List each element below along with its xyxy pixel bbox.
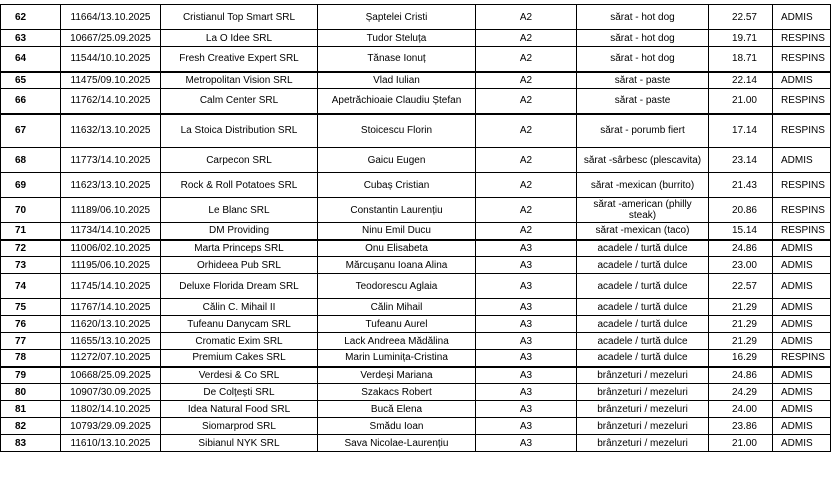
result-status: ADMIS bbox=[773, 148, 831, 173]
score: 19.71 bbox=[709, 30, 773, 47]
score: 22.57 bbox=[709, 274, 773, 299]
representative-name: Smădu Ioan bbox=[318, 418, 476, 435]
category: A2 bbox=[476, 72, 577, 89]
registration-number: 11189/06.10.2025 bbox=[61, 198, 161, 223]
score: 24.29 bbox=[709, 384, 773, 401]
table-row bbox=[1, 198, 831, 223]
registration-number: 10793/29.09.2025 bbox=[61, 418, 161, 435]
result-status: ADMIS bbox=[773, 257, 831, 274]
results-table bbox=[0, 4, 831, 452]
score: 17.14 bbox=[709, 114, 773, 148]
registration-number: 11195/06.10.2025 bbox=[61, 257, 161, 274]
table-row bbox=[1, 418, 831, 435]
row-number: 62 bbox=[1, 5, 61, 30]
representative-name: Tufeanu Aurel bbox=[318, 316, 476, 333]
product-type: sărat - hot dog bbox=[577, 30, 709, 47]
table-row bbox=[1, 72, 831, 89]
company-name: Siomarprod SRL bbox=[161, 418, 318, 435]
score: 21.00 bbox=[709, 435, 773, 452]
category: A2 bbox=[476, 5, 577, 30]
representative-name: Șaptelei Cristi bbox=[318, 5, 476, 30]
row-number: 72 bbox=[1, 240, 61, 257]
product-type: brânzeturi / mezeluri bbox=[577, 367, 709, 384]
product-type: sărat - paste bbox=[577, 89, 709, 114]
registration-number: 11620/13.10.2025 bbox=[61, 316, 161, 333]
product-type: acadele / turtă dulce bbox=[577, 257, 709, 274]
row-number: 67 bbox=[1, 114, 61, 148]
result-status: RESPINS bbox=[773, 47, 831, 72]
category: A3 bbox=[476, 316, 577, 333]
result-status: ADMIS bbox=[773, 384, 831, 401]
product-type: brânzeturi / mezeluri bbox=[577, 401, 709, 418]
table-row bbox=[1, 257, 831, 274]
company-name: Calm Center SRL bbox=[161, 89, 318, 114]
result-status: RESPINS bbox=[773, 30, 831, 47]
score: 18.71 bbox=[709, 47, 773, 72]
product-type: brânzeturi / mezeluri bbox=[577, 435, 709, 452]
representative-name: Călin Mihail bbox=[318, 299, 476, 316]
table-row bbox=[1, 435, 831, 452]
company-name: Deluxe Florida Dream SRL bbox=[161, 274, 318, 299]
product-type: brânzeturi / mezeluri bbox=[577, 384, 709, 401]
product-type: acadele / turtă dulce bbox=[577, 350, 709, 367]
company-name: Metropolitan Vision SRL bbox=[161, 72, 318, 89]
result-status: RESPINS bbox=[773, 89, 831, 114]
result-status: ADMIS bbox=[773, 274, 831, 299]
score: 21.00 bbox=[709, 89, 773, 114]
row-number: 79 bbox=[1, 367, 61, 384]
registration-number: 11802/14.10.2025 bbox=[61, 401, 161, 418]
table-row bbox=[1, 223, 831, 240]
result-status: ADMIS bbox=[773, 5, 831, 30]
table-row bbox=[1, 89, 831, 114]
result-status: ADMIS bbox=[773, 240, 831, 257]
category: A2 bbox=[476, 47, 577, 72]
registration-number: 11664/13.10.2025 bbox=[61, 5, 161, 30]
company-name: Le Blanc SRL bbox=[161, 198, 318, 223]
score: 22.14 bbox=[709, 72, 773, 89]
row-number: 65 bbox=[1, 72, 61, 89]
category: A2 bbox=[476, 173, 577, 198]
company-name: Orhideea Pub SRL bbox=[161, 257, 318, 274]
company-name: Rock & Roll Potatoes SRL bbox=[161, 173, 318, 198]
row-number: 68 bbox=[1, 148, 61, 173]
representative-name: Bucă Elena bbox=[318, 401, 476, 418]
registration-number: 11006/02.10.2025 bbox=[61, 240, 161, 257]
representative-name: Sava Nicolae-Laurențiu bbox=[318, 435, 476, 452]
product-type: brânzeturi / mezeluri bbox=[577, 418, 709, 435]
row-number: 66 bbox=[1, 89, 61, 114]
table-row bbox=[1, 5, 831, 30]
category: A3 bbox=[476, 350, 577, 367]
representative-name: Marin Luminița-Cristina bbox=[318, 350, 476, 367]
table-row bbox=[1, 240, 831, 257]
company-name: Tufeanu Danycam SRL bbox=[161, 316, 318, 333]
company-name: Verdesi & Co SRL bbox=[161, 367, 318, 384]
category: A3 bbox=[476, 435, 577, 452]
score: 21.29 bbox=[709, 299, 773, 316]
company-name: Sibianul NYK SRL bbox=[161, 435, 318, 452]
category: A3 bbox=[476, 333, 577, 350]
registration-number: 10668/25.09.2025 bbox=[61, 367, 161, 384]
registration-number: 11767/14.10.2025 bbox=[61, 299, 161, 316]
representative-name: Verdeși Mariana bbox=[318, 367, 476, 384]
company-name: Carpecon SRL bbox=[161, 148, 318, 173]
registration-number: 11745/14.10.2025 bbox=[61, 274, 161, 299]
score: 23.86 bbox=[709, 418, 773, 435]
row-number: 75 bbox=[1, 299, 61, 316]
score: 23.00 bbox=[709, 257, 773, 274]
registration-number: 11734/14.10.2025 bbox=[61, 223, 161, 240]
company-name: Cristianul Top Smart SRL bbox=[161, 5, 318, 30]
product-type: acadele / turtă dulce bbox=[577, 240, 709, 257]
row-number: 82 bbox=[1, 418, 61, 435]
product-type: sărat -mexican (burrito) bbox=[577, 173, 709, 198]
table-row bbox=[1, 173, 831, 198]
representative-name: Tănase Ionuț bbox=[318, 47, 476, 72]
table-row bbox=[1, 30, 831, 47]
category: A2 bbox=[476, 89, 577, 114]
result-status: RESPINS bbox=[773, 223, 831, 240]
product-type: acadele / turtă dulce bbox=[577, 316, 709, 333]
category: A3 bbox=[476, 367, 577, 384]
product-type: sărat - hot dog bbox=[577, 47, 709, 72]
registration-number: 11475/09.10.2025 bbox=[61, 72, 161, 89]
result-status: ADMIS bbox=[773, 435, 831, 452]
company-name: Călin C. Mihail II bbox=[161, 299, 318, 316]
representative-name: Tudor Steluța bbox=[318, 30, 476, 47]
registration-number: 11623/13.10.2025 bbox=[61, 173, 161, 198]
category: A3 bbox=[476, 299, 577, 316]
product-type: sărat -sârbesc (plescavita) bbox=[577, 148, 709, 173]
representative-name: Szakacs Robert bbox=[318, 384, 476, 401]
score: 21.29 bbox=[709, 316, 773, 333]
category: A2 bbox=[476, 198, 577, 223]
table-row bbox=[1, 384, 831, 401]
result-status: ADMIS bbox=[773, 401, 831, 418]
table-row bbox=[1, 367, 831, 384]
representative-name: Gaicu Eugen bbox=[318, 148, 476, 173]
representative-name: Apetrăchioaie Claudiu Ștefan bbox=[318, 89, 476, 114]
score: 24.86 bbox=[709, 240, 773, 257]
score: 24.86 bbox=[709, 367, 773, 384]
score: 15.14 bbox=[709, 223, 773, 240]
company-name: De Colțești SRL bbox=[161, 384, 318, 401]
category: A3 bbox=[476, 401, 577, 418]
score: 24.00 bbox=[709, 401, 773, 418]
product-type: sărat -mexican (taco) bbox=[577, 223, 709, 240]
company-name: La O Idee SRL bbox=[161, 30, 318, 47]
category: A2 bbox=[476, 223, 577, 240]
table-row bbox=[1, 333, 831, 350]
company-name: La Stoica Distribution SRL bbox=[161, 114, 318, 148]
row-number: 81 bbox=[1, 401, 61, 418]
row-number: 80 bbox=[1, 384, 61, 401]
table-row bbox=[1, 274, 831, 299]
row-number: 83 bbox=[1, 435, 61, 452]
score: 16.29 bbox=[709, 350, 773, 367]
category: A2 bbox=[476, 114, 577, 148]
row-number: 71 bbox=[1, 223, 61, 240]
representative-name: Vlad Iulian bbox=[318, 72, 476, 89]
row-number: 69 bbox=[1, 173, 61, 198]
table-row bbox=[1, 401, 831, 418]
score: 21.29 bbox=[709, 333, 773, 350]
registration-number: 11272/07.10.2025 bbox=[61, 350, 161, 367]
table-row bbox=[1, 148, 831, 173]
product-type: sărat - hot dog bbox=[577, 5, 709, 30]
table-row bbox=[1, 114, 831, 148]
category: A2 bbox=[476, 148, 577, 173]
result-status: ADMIS bbox=[773, 72, 831, 89]
result-status: RESPINS bbox=[773, 173, 831, 198]
representative-name: Constantin Laurențiu bbox=[318, 198, 476, 223]
score: 22.57 bbox=[709, 5, 773, 30]
result-status: RESPINS bbox=[773, 350, 831, 367]
row-number: 74 bbox=[1, 274, 61, 299]
product-type: sărat - porumb fiert bbox=[577, 114, 709, 148]
row-number: 78 bbox=[1, 350, 61, 367]
product-type: acadele / turtă dulce bbox=[577, 274, 709, 299]
table-row bbox=[1, 316, 831, 333]
company-name: Marta Princeps SRL bbox=[161, 240, 318, 257]
representative-name: Ninu Emil Ducu bbox=[318, 223, 476, 240]
table-row bbox=[1, 299, 831, 316]
registration-number: 11655/13.10.2025 bbox=[61, 333, 161, 350]
row-number: 73 bbox=[1, 257, 61, 274]
result-status: ADMIS bbox=[773, 299, 831, 316]
company-name: Premium Cakes SRL bbox=[161, 350, 318, 367]
result-status: ADMIS bbox=[773, 418, 831, 435]
category: A2 bbox=[476, 30, 577, 47]
score: 21.43 bbox=[709, 173, 773, 198]
table-row bbox=[1, 350, 831, 367]
product-type: sărat -american (philly steak) bbox=[577, 198, 709, 223]
representative-name: Lack Andreea Mădălina bbox=[318, 333, 476, 350]
table-row bbox=[1, 47, 831, 72]
score: 20.86 bbox=[709, 198, 773, 223]
representative-name: Stoicescu Florin bbox=[318, 114, 476, 148]
representative-name: Mărcușanu Ioana Alina bbox=[318, 257, 476, 274]
category: A3 bbox=[476, 257, 577, 274]
result-status: ADMIS bbox=[773, 333, 831, 350]
row-number: 70 bbox=[1, 198, 61, 223]
registration-number: 10667/25.09.2025 bbox=[61, 30, 161, 47]
product-type: acadele / turtă dulce bbox=[577, 333, 709, 350]
category: A3 bbox=[476, 240, 577, 257]
company-name: Cromatic Exim SRL bbox=[161, 333, 318, 350]
row-number: 64 bbox=[1, 47, 61, 72]
registration-number: 11773/14.10.2025 bbox=[61, 148, 161, 173]
representative-name: Cubaș Cristian bbox=[318, 173, 476, 198]
row-number: 76 bbox=[1, 316, 61, 333]
result-status: ADMIS bbox=[773, 316, 831, 333]
representative-name: Teodorescu Aglaia bbox=[318, 274, 476, 299]
registration-number: 10907/30.09.2025 bbox=[61, 384, 161, 401]
registration-number: 11544/10.10.2025 bbox=[61, 47, 161, 72]
result-status: RESPINS bbox=[773, 114, 831, 148]
company-name: Idea Natural Food SRL bbox=[161, 401, 318, 418]
category: A3 bbox=[476, 274, 577, 299]
product-type: sărat - paste bbox=[577, 72, 709, 89]
registration-number: 11632/13.10.2025 bbox=[61, 114, 161, 148]
company-name: DM Providing bbox=[161, 223, 318, 240]
category: A3 bbox=[476, 418, 577, 435]
registration-number: 11762/14.10.2025 bbox=[61, 89, 161, 114]
product-type: acadele / turtă dulce bbox=[577, 299, 709, 316]
category: A3 bbox=[476, 384, 577, 401]
registration-number: 11610/13.10.2025 bbox=[61, 435, 161, 452]
row-number: 63 bbox=[1, 30, 61, 47]
representative-name: Onu Elisabeta bbox=[318, 240, 476, 257]
result-status: RESPINS bbox=[773, 198, 831, 223]
score: 23.14 bbox=[709, 148, 773, 173]
result-status: ADMIS bbox=[773, 367, 831, 384]
company-name: Fresh Creative Expert SRL bbox=[161, 47, 318, 72]
row-number: 77 bbox=[1, 333, 61, 350]
